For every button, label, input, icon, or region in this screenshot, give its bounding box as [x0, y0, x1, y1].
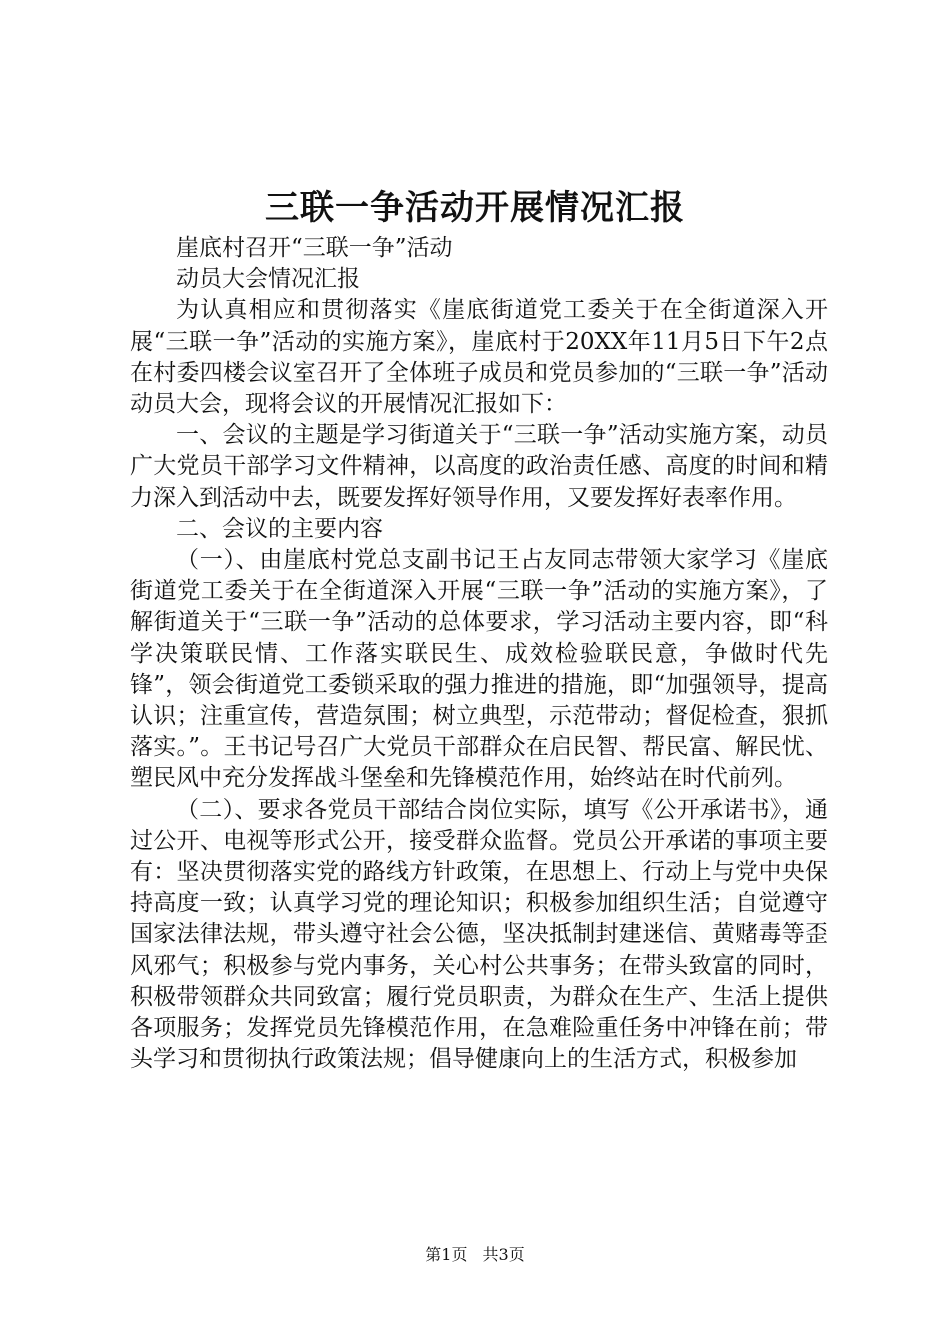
document-body [130, 233, 828, 1075]
document-title: 三联一争活动开展情况汇报 [265, 188, 685, 228]
page-number: 第1页 [425, 1245, 468, 1264]
subtitle-line-2: 动员大会情况汇报 [176, 266, 360, 293]
paragraph-subsection-1: （一）、由崖底村党总支副书记王占友同志带领大家学习《崖底街道党工委关于在全街道深入开展“三联一争”活动的实施方案》，了解街道关于“三联一争”活动的总体要求，学习活动主要内容，即“科学决策联民情、工作落实联民生、成效检验联民意，争做时代先锋”，领会街道党工委锁采取的强力推进的措施，即“加强领导，提高认识；注重宣传，营造氛围；树立典型，示范带动；督促检查，狠抓落实。”。王书记号召广大党员干部群众在启民智、帮民富、解民忧、塑民风中充分发挥战斗堡垒和先锋模范作用，始终站在时代前列。 [130, 547, 828, 792]
paragraph-subsection-2: （二）、要求各党员干部结合岗位实际，填写《公开承诺书》，通过公开、电视等形式公开，接受群众监督。党员公开承诺的事项主要有：坚决贯彻落实党的路线方针政策，在思想上、行动上与党中央保持高度一致；认真学习党的理论知识；积极参加组织生活；自觉遵守国家法律法规，带头遵守社会公德，坚决抵制封建迷信、黄赌毒等歪风邪气；积极参与党内事务，关心村公共事务；在带头致富的同时，积极带领群众共同致富；履行党员职责，为群众在生产、生活上提供各项服务；发挥党员先锋模范作用，在急难险重任务中冲锋在前；带头学习和贯彻执行政策法规；倡导健康向上的生活方式，积极参加 [130, 796, 828, 1073]
subtitle-line-1: 崖底村召开“三联一争”活动 [176, 235, 453, 261]
page-total: 共3页 [482, 1245, 525, 1264]
page-footer [0, 1245, 950, 1265]
paragraph-intro: 为认真相应和贯彻落实《崖底街道党工委关于在全街道深入开展“三联一争”活动的实施方案》，崖底村于20XX年11月5日下午2点在村委四楼会议室召开了全体班子成员和党员参加的“三联一争”活动动员大会，现将会议的开展情况汇报如下： [130, 297, 828, 418]
paragraph-section-2-heading: 二、会议的主要内容 [176, 515, 383, 542]
paragraph-section-1: 一、会议的主题是学习街道关于“三联一争”活动实施方案，动员广大党员干部学习文件精神，以高度的政治责任感、高度的时间和精力深入到活动中去，既要发挥好领导作用，又要发挥好表率作用。 [130, 422, 828, 511]
